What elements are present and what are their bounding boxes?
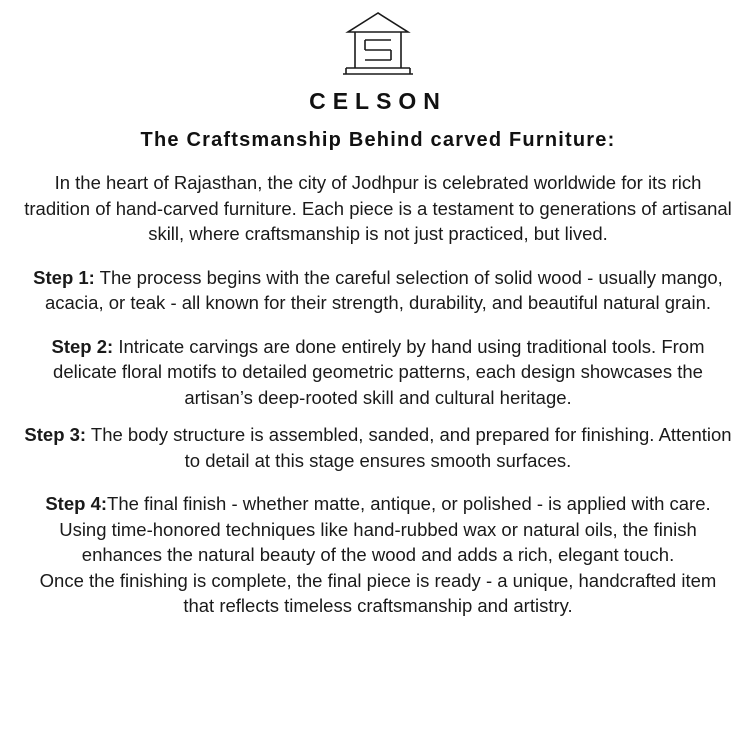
step-1-text: The process begins with the careful selection of solid wood - usually mango, acacia, or teak - all known for their strength, durability, and beautiful natural grain. — [44, 266, 723, 314]
step-4-text: The final finish - whether matte, antique, or polished - is applied with care. Using time-honored techniques like hand-rubbed wax or natural oils, the finish enhances the natural beauty of the wood and adds a rich, elegant touch. — [59, 493, 711, 566]
step-2-text: Intricate carvings are done entirely by hand using traditional tools. From delicate floral motifs to detailed geometric patterns, each design showcases the artisan’s deep-rooted skill and cultural heritage. — [53, 335, 705, 408]
page-title: The Craftsmanship Behind carved Furniture: — [140, 129, 616, 151]
house-monogram-logo-icon — [335, 10, 421, 84]
step-4-label: Step 4: — [45, 493, 108, 515]
step-3-text: The body structure is assembled, sanded, and prepared for finishing. Attention to detail at this stage ensures smooth surfaces. — [86, 424, 732, 471]
step-3-label: Step 3: — [24, 424, 87, 446]
intro-paragraph: In the heart of Rajasthan, the city of Jodhpur is celebrated worldwide for its rich tradition of hand-carved furniture. Each piece is a testament to generations of artisanal skill, where craftsmanship is not just practiced, but lived. — [24, 172, 732, 245]
step-1-paragraph — [22, 265, 734, 316]
step-2-label: Step 2: — [51, 335, 114, 357]
step-4-paragraph — [22, 491, 734, 568]
step-3-paragraph — [22, 422, 734, 473]
step-2-paragraph — [22, 334, 734, 411]
closing-paragraph: Once the finishing is complete, the final piece is ready - a unique, handcrafted item that reflects timeless craftsmanship and artistry. — [39, 569, 717, 617]
step-1-label: Step 1: — [33, 266, 95, 288]
brand-logo — [335, 10, 421, 84]
brand-name: CELSON — [309, 88, 447, 114]
